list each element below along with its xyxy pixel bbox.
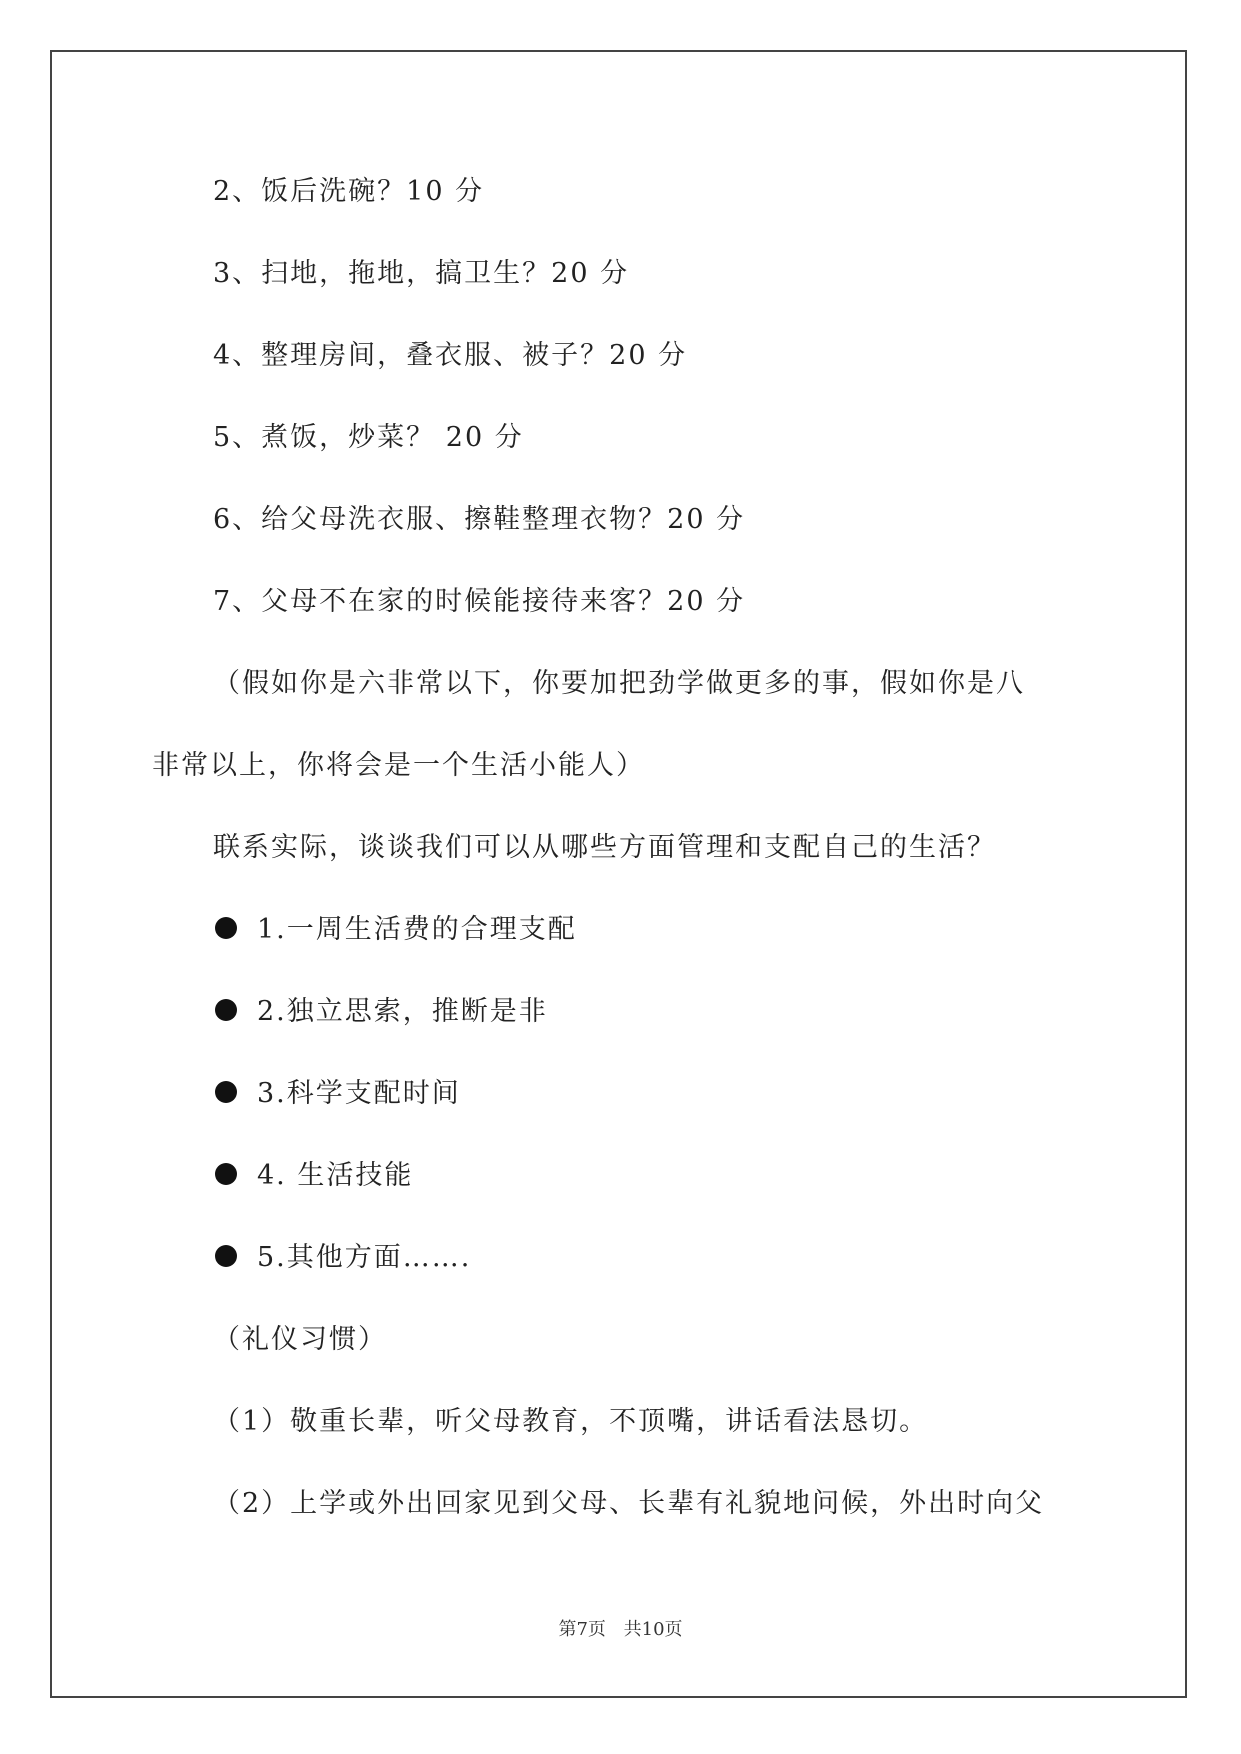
- bullet-item-text: 1.一周生活费的合理支配: [257, 914, 577, 945]
- etiquette-heading: （礼仪习惯）: [213, 1324, 387, 1355]
- score-item-7: 7、父母不在家的时候能接待来客？20 分: [213, 586, 746, 617]
- etiquette-rule-1: （1）敬重长辈，听父母教育，不顶嘴，讲话看法恳切。: [213, 1406, 929, 1437]
- bullet-item-1: [215, 910, 577, 950]
- page-border: [50, 50, 1187, 1698]
- bullet-item-2: [215, 992, 548, 1032]
- bullet-dot-icon: [215, 1163, 237, 1185]
- score-item-3: 3、扫地，拖地，搞卫生？20 分: [213, 258, 630, 289]
- discussion-question: 联系实际，谈谈我们可以从哪些方面管理和支配自己的生活？: [213, 832, 996, 863]
- bullet-item-4: [215, 1156, 413, 1196]
- bullet-dot-icon: [215, 1081, 237, 1103]
- bullet-item-text: 2.独立思索，推断是非: [257, 996, 548, 1027]
- bullet-item-3: [215, 1074, 461, 1114]
- page-number: 第7页: [558, 1619, 606, 1640]
- bullet-item-5: [215, 1238, 471, 1278]
- bullet-item-text: 5.其他方面…….: [257, 1242, 472, 1273]
- page-footer: [0, 1618, 1241, 1642]
- score-note-line-2: 非常以上，你将会是一个生活小能人）: [152, 750, 645, 781]
- score-item-6: 6、给父母洗衣服、擦鞋整理衣物？20 分: [213, 504, 746, 535]
- score-item-2: 2、饭后洗碗？10 分: [213, 176, 485, 207]
- bullet-item-text: 4. 生活技能: [257, 1160, 414, 1191]
- page-total: 共10页: [623, 1619, 683, 1640]
- bullet-dot-icon: [215, 1245, 237, 1267]
- bullet-dot-icon: [215, 917, 237, 939]
- score-item-4: 4、整理房间，叠衣服、被子？20 分: [213, 340, 688, 371]
- bullet-dot-icon: [215, 999, 237, 1021]
- bullet-item-text: 3.科学支配时间: [257, 1078, 461, 1109]
- score-item-5: 5、煮饭，炒菜？ 20 分: [213, 422, 524, 453]
- score-note-line-1: （假如你是六非常以下，你要加把劲学做更多的事，假如你是八: [213, 668, 1025, 699]
- etiquette-rule-2: （2）上学或外出回家见到父母、长辈有礼貌地问候，外出时向父: [213, 1488, 1045, 1519]
